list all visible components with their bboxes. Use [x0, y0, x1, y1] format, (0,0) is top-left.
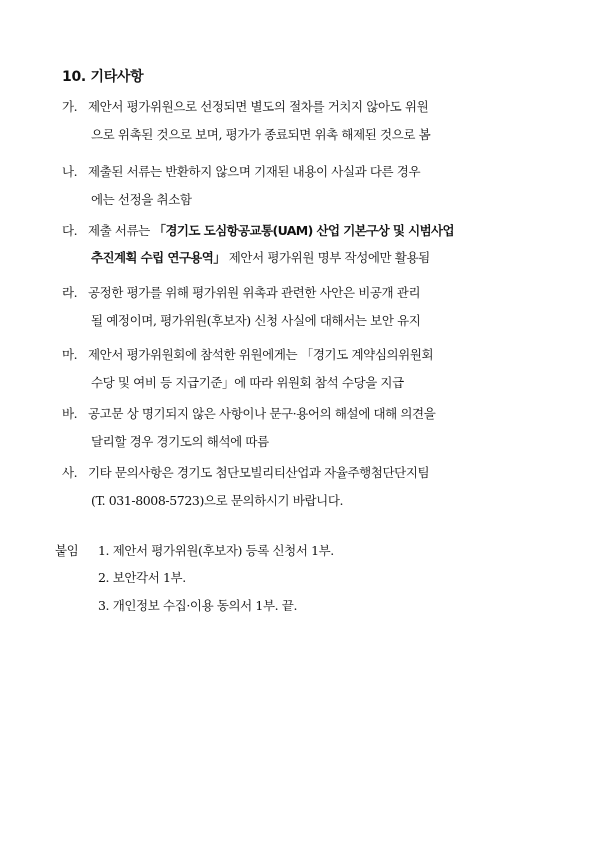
attachment-item: 1. 제안서 평가위원(후보자) 등록 신청서 1부.: [98, 543, 334, 558]
item-text-line: [88, 221, 454, 239]
item-label: 마.: [62, 347, 78, 362]
section-title: 10. 기타사항: [62, 69, 144, 85]
item-label: 바.: [62, 406, 78, 421]
project-title-bold: 「경기도 도심항공교통(UAM) 산업 기본구상 및 시범사업: [153, 223, 454, 238]
item-text-line: 될 예정이며, 평가위원(후보자) 신청 사실에 대해서는 보안 유지: [91, 313, 421, 328]
attachment-label: 붙임: [55, 543, 79, 558]
item-text-line: 달리할 경우 경기도의 해석에 따름: [91, 434, 269, 449]
item-text-line: 공고문 상 명기되지 않은 사항이나 문구·용어의 해설에 대해 의견을: [88, 406, 436, 421]
item-label: 사.: [62, 465, 78, 480]
item-text-line: 으로 위촉된 것으로 보며, 평가가 종료되면 위촉 해제된 것으로 봄: [91, 127, 431, 142]
item-text-rest: 제안서 평가위원 명부 작성에만 활용됨: [225, 250, 430, 265]
item-text-line: 제안서 평가위원회에 참석한 위원에게는 「경기도 계약심의위원회: [88, 347, 434, 362]
project-title-bold: 추진계획 수립 연구용역」: [91, 250, 226, 265]
item-text-line: (T. 031-8008-5723)으로 문의하시기 바랍니다.: [91, 493, 344, 508]
item-text-line: [91, 248, 430, 266]
item-text-line: 제출된 서류는 반환하지 않으며 기재된 내용이 사실과 다른 경우: [88, 164, 421, 179]
item-text-line: 공정한 평가를 위해 평가위원 위촉과 관련한 사안은 비공개 관리: [88, 285, 421, 300]
item-text-line: 에는 선정을 취소함: [91, 192, 192, 207]
item-label: 다.: [62, 223, 78, 238]
item-text-line: 기타 문의사항은 경기도 첨단모빌리티산업과 자율주행첨단단지팀: [88, 465, 430, 480]
item-label: 가.: [62, 99, 78, 114]
item-text-prefix: 제출 서류는: [88, 223, 154, 238]
attachment-item: 2. 보안각서 1부.: [98, 570, 186, 585]
item-text-line: 제안서 평가위원으로 선정되면 별도의 절차를 거치지 않아도 위원: [88, 99, 429, 114]
attachment-item: 3. 개인정보 수집·이용 동의서 1부. 끝.: [98, 598, 298, 613]
item-label: 나.: [62, 164, 78, 179]
item-text-line: 수당 및 여비 등 지급기준」에 따라 위원회 참석 수당을 지급: [91, 375, 404, 390]
item-label: 라.: [62, 285, 78, 300]
